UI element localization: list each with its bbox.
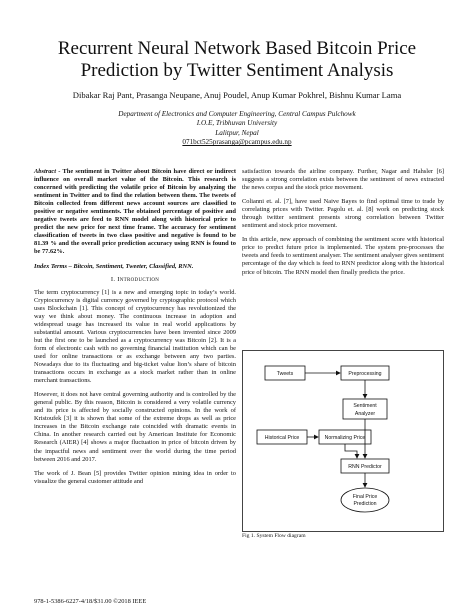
abstract-text: - The sentiment in Twitter about Bitcoin have direct or indirect influence on overall market value of the Bitcoin. This research is concerned with predicting the volatile price of Bitcoin by analyzing the sentiment in Twitter and to find the relation between them. The tweets of Bitcoin collected from different news account sources are classified to positive or negative sentiments. The obtained percentage of positive and negative tweets are feed to RNN model along with historical price to predict the new price for next time frame. The accuracy for sentiment classification of tweets in two class positive and negative is found to be 81.39 % and the overall price prediction accuracy using RNN is found to be 77.62%. [34, 168, 236, 256]
node-rnn-label: RNN Predictor [348, 464, 382, 470]
node-preprocessing-label: Preprocessing [348, 371, 382, 377]
author-list: Dibakar Raj Pant, Prasanga Neupane, Anuj Poudel, Anup Kumar Pokhrel, Bishnu Kumar Lama [72, 90, 402, 100]
intro-paragraph-3: The work of J. Bean [5] provides Twitter opinion mining idea in order to visualize the general customer attitude and [34, 469, 236, 485]
edge-normalizing-rnn [345, 444, 357, 458]
abstract [34, 168, 236, 257]
intro-paragraph-1: The term cryptocurrency [1] is a new and emerging topic in today’s world. Cryptocurrency is digital currency governed by cryptographic protocol which uses Blockchain [1]. This concept of cryptocurrency has revolutionized the way we think about money. The continuous increase in adoption and widespread usage has increased its value in real world applications by substantial amount. Various cryptocurrencies have been invented since 2009 but the first one to be launched as a cryptocurrency was Bitcoin [2]. It is a form of electronic cash with no governing financial institution which can be used for online transactions or as exchange between any two parties. Nowadays due to its fluctuating and big-ticket value lion’s share of bitcoin transactions occurs in exchange as a stock market rather than in online merchant transactions. [34, 288, 236, 385]
affiliation-block [60, 110, 414, 148]
affiliation-university: I.O.E, Tribhuvan University [196, 119, 278, 128]
node-sentiment-label-2: Analyzer [354, 411, 376, 417]
abstract-label: Abstract [34, 168, 57, 175]
figure-caption: Fig 1. System Flow diagram [242, 533, 306, 539]
figure-frame [242, 350, 444, 532]
node-final-label-1: Final Price [352, 494, 378, 500]
flow-diagram [243, 351, 443, 531]
right-paragraph-1: satisfaction towards the airline company. Further, Nagar and Hahsler [6] suggests a strong correlation exists between the sentiment of news extracted the news corpus and the stock price movement. [242, 168, 444, 192]
node-final-label-2: Prediction [353, 501, 377, 507]
right-paragraph-3: In this article, new approach of combining the sentiment score with historical price to predict future price is implemented. The system pre-processes the tweets and feeds to sentiment analyser. The sentiment analyser gives sentiment percentage of the day which is feed to RNN predictor along with the historical price of bitcoin. The RNN model then finally predicts the price. [242, 236, 444, 276]
paper-title: Recurrent Neural Network Based Bitcoin Price Prediction by Twitter Sentiment Analysis [57, 38, 417, 81]
left-column [34, 168, 236, 492]
node-normalizing-label: Normalizing Price [324, 435, 366, 441]
right-column [242, 168, 444, 283]
node-sentiment-label-1: Sentiment [353, 403, 377, 409]
right-paragraph-2: Colianni et. al. [7], have used Naive Bayes to find optimal time to trade by correlating prices with Twitter. Pagolu et. al. [8] work on predicting stock through twitter sentiment presents strong correlation between Twitter sentiment and stock price movement. [242, 198, 444, 230]
affiliation-location: Lalitpur, Nepal [215, 128, 259, 137]
node-tweets-label: Tweets [276, 371, 294, 377]
author-email[interactable]: 071bct525prasanga@pcampus.edu.np [182, 138, 292, 147]
index-terms-text: – Bitcoin, Sentiment, Tweeter, Classified, RNN. [66, 262, 194, 270]
node-final-prediction [341, 488, 389, 512]
node-historical-label: Historical Price [264, 435, 300, 441]
intro-paragraph-2: However, it does not have central governing authority and is controlled by the general public. By this reason, Bitcoin is considered a very volatile currency and its price is affected by socially constructed opinions. In the work of Kristoufek [3] it is shown that some of the extreme drops as well as price increases in the Bitcoin exchange rate coincided with dramatic events in China. In another research carried out by American Institute for Economic Research (AIER) [4] shows a major fluctuation in price of bitcoin driven by the impactful news and sentiment over the world during the time period between 2016 and 2017. [34, 391, 236, 463]
affiliation-department: Department of Electronics and Computer Engineering, Central Campus Pulchowk [118, 110, 356, 118]
copyright-footer: 978-1-5386-6227-4/18/$31.00 ©2018 IEEE [34, 598, 147, 605]
index-terms-label: Index Terms [34, 262, 67, 270]
index-terms [34, 263, 236, 271]
system-flow-figure [242, 350, 444, 540]
section-heading-introduction: I. Introduction [110, 275, 160, 283]
